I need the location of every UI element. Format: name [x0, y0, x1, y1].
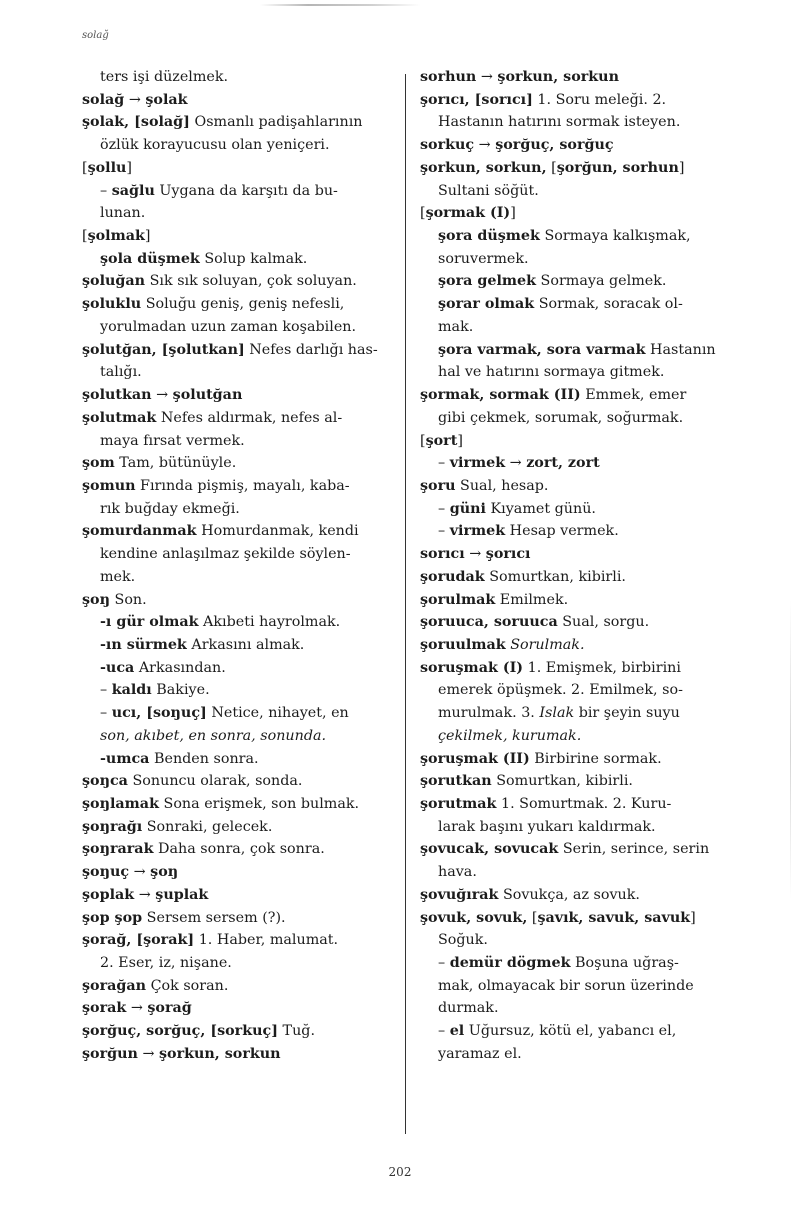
definition-text: durmak. — [438, 1000, 499, 1017]
definition-text: Sersem sersem (?). — [142, 909, 286, 926]
definition-text: yorulmadan uzun zaman koşabilen. — [100, 318, 357, 335]
entry-line-left — [82, 520, 398, 543]
headword: şorutmak — [420, 796, 497, 812]
entry-line-left — [82, 838, 398, 861]
definition-text: ] — [510, 205, 516, 222]
column-divider — [405, 74, 406, 1134]
headword: şoŋca — [82, 773, 128, 790]
headword: şoŋrağı — [82, 818, 143, 835]
definition-text: Çok soran. — [146, 977, 229, 994]
entry-line-right — [420, 589, 748, 612]
definition-text: özlük korayucusu olan yeniçeri. — [100, 137, 330, 154]
definition-text: rık buğday ekmeği. — [100, 500, 240, 517]
headword: şorutkan — [420, 773, 492, 790]
definition-text: → — [151, 387, 173, 404]
entry-line-left — [82, 134, 398, 157]
italic-text: son, akıbet, en sonra, sonunda. — [100, 727, 327, 744]
entry-line-left — [82, 407, 398, 430]
headword: sorhun — [420, 69, 477, 85]
definition-text: Hesap vermek. — [505, 523, 619, 540]
entry-line-left — [82, 816, 398, 839]
definition-text: ] — [126, 159, 132, 176]
entry-line-right — [420, 725, 748, 748]
headword: şort — [425, 432, 458, 449]
headword: şorğun, sorhun — [556, 159, 679, 176]
entry-line-left — [82, 248, 398, 271]
headword: şorğuç, sorğuç, [sorkuç] — [82, 1023, 278, 1040]
headword: şollu — [87, 159, 127, 176]
definition-text: Sual, hesap. — [455, 477, 549, 494]
entry-line-right — [420, 838, 748, 861]
entry-line-right — [420, 770, 748, 793]
entry-line-right — [420, 89, 748, 112]
headword: şorudak — [420, 568, 485, 585]
definition-text: Sona erişmek, son bulmak. — [158, 796, 360, 812]
headword: şorğun — [82, 1045, 138, 1062]
entry-line-right — [420, 361, 748, 384]
definition-text: 1. Emişmek, birbirini — [523, 659, 681, 676]
entry-line-right — [420, 202, 748, 225]
entry-line-left — [82, 1020, 398, 1043]
entry-line-left — [82, 111, 398, 134]
entry-line-right — [420, 611, 748, 634]
entry-line-right — [420, 293, 748, 316]
definition-text: [ — [82, 228, 88, 245]
headword: şoŋ — [150, 864, 179, 881]
entry-line-right — [420, 316, 748, 339]
headword: şora gelmek — [438, 273, 537, 290]
definition-text: gibi çekmek, sorumak, soğurmak. — [438, 409, 684, 426]
entry-line-right — [420, 907, 748, 930]
entry-line-left — [82, 702, 398, 725]
headword: şora varmak, sora varmak — [438, 341, 646, 358]
headword: şolmak — [87, 228, 145, 245]
running-head: solağ — [82, 30, 109, 41]
definition-text: Hastanın hatırını sormak isteyen. — [438, 114, 681, 131]
definition-text: – — [438, 455, 450, 472]
definition-text: Homurdanmak, kendi — [196, 523, 359, 540]
headword: el — [449, 1023, 465, 1040]
definition-text: ] — [690, 909, 696, 926]
headword: şuplak — [155, 886, 209, 903]
entry-line-right — [420, 407, 748, 430]
definition-text: [ — [546, 159, 557, 176]
entry-line-left — [82, 66, 398, 89]
definition-text: kendine anlaşılmaz şekilde söylen- — [100, 546, 351, 563]
entry-line-right — [420, 66, 748, 89]
headword: şorkun, sorkun, — [420, 159, 547, 176]
entry-line-left — [82, 611, 398, 634]
definition-text: → — [476, 69, 498, 85]
definition-text: – — [438, 1023, 450, 1040]
definition-text: Daha sonra, çok sonra. — [153, 841, 325, 858]
entry-line-left — [82, 907, 398, 930]
headword: virmek — [449, 523, 506, 540]
entry-line-right — [420, 270, 748, 293]
definition-text: bir şeyin suyu — [574, 705, 680, 722]
definition-text: Benden sonra. — [149, 750, 259, 767]
definition-text: ] — [144, 228, 151, 245]
definition-text: → — [137, 1045, 159, 1062]
headword: -ın sürmek — [100, 636, 187, 653]
headword: şormak, sormak (II) — [420, 387, 581, 404]
headword: sorıcı — [420, 546, 465, 563]
headword: şorulmak — [420, 591, 496, 608]
headword: şoruulmak — [420, 636, 506, 653]
definition-text: hava. — [438, 864, 477, 881]
definition-text: Sonraki, gelecek. — [142, 818, 273, 835]
definition-text: → — [505, 455, 527, 472]
entry-line-right — [420, 157, 748, 180]
definition-text: Nefes darlığı has- — [244, 341, 378, 358]
entry-line-right — [420, 384, 748, 407]
definition-text: Tuğ. — [278, 1023, 315, 1040]
headword: şoŋuç — [82, 864, 130, 881]
entry-line-right — [420, 111, 748, 134]
definition-text: – — [438, 523, 450, 540]
entry-line-left — [82, 566, 398, 589]
headword: şorağan — [82, 977, 147, 994]
headword: -umca — [100, 750, 150, 767]
entry-line-right — [420, 702, 748, 725]
headword: şolutmak — [82, 409, 157, 426]
entry-line-left — [82, 180, 398, 203]
entry-line-right — [420, 997, 748, 1020]
entry-line-right — [420, 180, 748, 203]
right-column — [420, 66, 748, 1066]
entry-line-left — [82, 498, 398, 521]
headword: kaldı — [111, 682, 152, 699]
entry-line-left — [82, 202, 398, 225]
definition-text: Son. — [109, 591, 147, 608]
headword: şoplak — [82, 886, 135, 903]
definition-text: Bakiye. — [151, 682, 210, 699]
entry-line-right — [420, 225, 748, 248]
entry-line-left — [82, 929, 398, 952]
entry-line-left — [82, 975, 398, 998]
headword: şora düşmek — [438, 228, 540, 245]
entry-line-left — [82, 157, 398, 180]
definition-text: Tam, bütünüyle. — [114, 455, 237, 472]
entry-line-left — [82, 997, 398, 1020]
definition-text: Nefes aldırmak, nefes al- — [156, 409, 343, 426]
headword: -uca — [100, 659, 135, 676]
definition-text: Sık sık soluyan, çok soluyan. — [145, 273, 357, 290]
headword: güni — [449, 500, 486, 517]
definition-text: → — [124, 91, 146, 108]
italic-text: Islak — [539, 705, 575, 722]
definition-text: Sual, sorgu. — [557, 614, 650, 631]
headword: şolutğan — [172, 387, 243, 404]
headword: şop şop — [82, 909, 143, 926]
definition-text: Kıyamet günü. — [485, 500, 596, 517]
headword: şovuğırak — [420, 886, 499, 903]
entry-line-right — [420, 248, 748, 271]
headword: şomun — [82, 477, 136, 494]
definition-text: murulmak. 3. — [438, 705, 540, 722]
entry-line-right — [420, 566, 748, 589]
headword: şormak (I) — [425, 205, 511, 222]
definition-text: Sormaya gelmek. — [536, 273, 667, 290]
entry-line-right — [420, 861, 748, 884]
headword: şola düşmek — [100, 250, 200, 267]
entry-line-left — [82, 634, 398, 657]
headword: şoŋrarak — [82, 841, 154, 858]
definition-text: mek. — [100, 568, 136, 585]
entry-line-left — [82, 316, 398, 339]
definition-text: Serin, serince, serin — [558, 841, 710, 858]
definition-text: Solup kalmak. — [199, 250, 308, 267]
entry-line-left — [82, 543, 398, 566]
entry-line-right — [420, 793, 748, 816]
definition-text: Akıbeti hayrolmak. — [198, 614, 341, 631]
entry-line-right — [420, 1020, 748, 1043]
entry-line-right — [420, 884, 748, 907]
headword: şorıcı, [sorıcı] — [420, 91, 533, 108]
definition-text: Arkasından. — [134, 659, 226, 676]
definition-text: Arkasını almak. — [186, 636, 305, 653]
headword: şoru — [420, 477, 456, 494]
headword: sorkuç — [420, 137, 475, 154]
headword: soruşmak (I) — [420, 659, 524, 676]
entry-line-right — [420, 339, 748, 362]
entry-line-right — [420, 1043, 748, 1066]
entry-line-left — [82, 339, 398, 362]
entry-line-right — [420, 430, 748, 453]
entry-line-left — [82, 361, 398, 384]
headword: şorağ, [şorak] — [82, 932, 195, 949]
entry-line-left — [82, 770, 398, 793]
definition-text: Emmek, emer — [580, 387, 687, 404]
headword: şorağ — [147, 1000, 192, 1017]
definition-text: ] — [678, 159, 685, 176]
headword: şoluklu — [82, 296, 142, 313]
headword: şoluğan — [82, 273, 146, 290]
definition-text: – — [100, 682, 112, 699]
definition-text: Birbirine sormak. — [529, 750, 662, 767]
entry-line-left — [82, 861, 398, 884]
definition-text: ters işi düzelmek. — [100, 69, 229, 85]
definition-text: lunan. — [100, 205, 146, 222]
headword: şoŋlamak — [82, 796, 159, 812]
definition-text: Sultani söğüt. — [438, 182, 539, 199]
definition-text: Emilmek. — [495, 591, 569, 608]
headword: şorkun, sorkun — [158, 1045, 281, 1062]
definition-text: → — [464, 546, 486, 563]
definition-text: soruvermek. — [438, 250, 529, 267]
definition-text: [ — [420, 205, 426, 222]
entry-line-right — [420, 975, 748, 998]
definition-text: – — [100, 705, 112, 722]
definition-text: Somurtkan, kibirli. — [484, 568, 626, 585]
entry-line-left — [82, 225, 398, 248]
definition-text: mak, olmayacak bir sorun üzerinde — [438, 977, 694, 994]
headword: şoruuca, soruuca — [420, 614, 558, 631]
entry-line-left — [82, 452, 398, 475]
definition-text: 2. Eser, iz, nişane. — [100, 955, 232, 972]
entry-line-left — [82, 293, 398, 316]
headword: şorak — [82, 1000, 127, 1017]
headword: virmek — [449, 455, 506, 472]
definition-text: [ — [82, 159, 88, 176]
definition-text: → — [134, 886, 156, 903]
entry-line-left — [82, 475, 398, 498]
definition-text: hal ve hatırını sormaya gitmek. — [438, 364, 665, 381]
left-column — [82, 66, 398, 1066]
page-number: 202 — [388, 1165, 412, 1179]
definition-text: Soluğu geniş, geniş nefesli, — [141, 296, 345, 313]
headword: şavık, savuk, savuk — [537, 909, 691, 926]
entry-line-left — [82, 725, 398, 748]
headword: ucı, [soŋuç] — [111, 705, 207, 722]
definition-text: – — [438, 955, 450, 972]
headword: zort, zort — [526, 455, 600, 472]
entry-line-right — [420, 543, 748, 566]
definition-text: → — [474, 137, 496, 154]
entry-line-left — [82, 748, 398, 771]
definition-text: 1. Soru meleği. 2. — [532, 91, 667, 108]
entry-line-right — [420, 475, 748, 498]
definition-text: – — [438, 500, 450, 517]
entry-line-right — [420, 134, 748, 157]
entry-line-left — [82, 952, 398, 975]
definition-text: Netice, nihayet, en — [206, 705, 349, 722]
entry-line-left — [82, 657, 398, 680]
entry-line-left — [82, 384, 398, 407]
definition-text: Hastanın — [645, 341, 716, 358]
definition-text: Uygana da karşıtı da bu- — [154, 182, 338, 199]
entry-line-left — [82, 430, 398, 453]
definition-text: [ — [420, 432, 426, 449]
definition-text: – — [100, 182, 112, 199]
definition-text: → — [129, 864, 151, 881]
entry-line-right — [420, 929, 748, 952]
headword: sağlu — [111, 182, 155, 199]
headword: şolak — [145, 91, 188, 108]
definition-text: Soğuk. — [438, 932, 488, 949]
italic-text: çekilmek, kurumak. — [438, 727, 582, 744]
definition-text: maya fırsat vermek. — [100, 432, 245, 449]
definition-text: Fırında pişmiş, mayalı, kaba- — [135, 477, 350, 494]
definition-text: 1. Somurtmak. 2. Kuru- — [496, 796, 672, 812]
entry-line-right — [420, 952, 748, 975]
entry-line-right — [420, 452, 748, 475]
entry-line-right — [420, 748, 748, 771]
definition-text: talığı. — [100, 364, 142, 381]
definition-text: Sormak, soracak ol- — [534, 296, 683, 313]
scan-edge-shadow — [790, 600, 791, 900]
entry-line-right — [420, 520, 748, 543]
headword: şomurdanmak — [82, 523, 197, 540]
definition-text: → — [126, 1000, 148, 1017]
definition-text: Osmanlı padişahlarının — [189, 114, 363, 131]
definition-text: larak başını yukarı kaldırmak. — [438, 818, 656, 835]
entry-line-left — [82, 884, 398, 907]
definition-text: Boşuna uğraş- — [570, 955, 679, 972]
entry-line-left — [82, 793, 398, 816]
italic-text: Sorulmak. — [510, 636, 585, 653]
entry-line-right — [420, 816, 748, 839]
entry-line-left — [82, 679, 398, 702]
entry-line-right — [420, 498, 748, 521]
definition-text: emerek öpüşmek. 2. Emilmek, so- — [438, 682, 683, 699]
headword: şoruşmak (II) — [420, 750, 530, 767]
definition-text: [ — [527, 909, 538, 926]
headword: şovuk, sovuk, — [420, 909, 528, 926]
headword: solağ — [82, 91, 125, 108]
entry-line-left — [82, 1043, 398, 1066]
headword: demür dögmek — [449, 955, 571, 972]
headword: şorıcı — [485, 546, 531, 563]
definition-text: Somurtkan, kibirli. — [491, 773, 633, 790]
definition-text: 1. Haber, malumat. — [194, 932, 339, 949]
headword: şorğuç, sorğuç — [495, 137, 614, 154]
definition-text: mak. — [438, 318, 474, 335]
definition-text: Sovukça, az sovuk. — [498, 886, 640, 903]
entry-line-left — [82, 589, 398, 612]
definition-text: ] — [457, 432, 463, 449]
headword: şorar olmak — [438, 296, 535, 313]
headword: şoŋ — [82, 591, 110, 608]
definition-text: Sonuncu olarak, sonda. — [127, 773, 303, 790]
headword: şovucak, sovucak — [420, 841, 559, 858]
headword: şolutkan — [82, 387, 152, 404]
entry-line-right — [420, 679, 748, 702]
headword: şolutğan, [şolutkan] — [82, 341, 245, 358]
headword: şorkun, sorkun — [497, 69, 619, 85]
headword: şom — [82, 455, 115, 472]
entry-line-left — [82, 89, 398, 112]
headword: -ı gür olmak — [100, 614, 199, 631]
entry-line-left — [82, 270, 398, 293]
headword: şolak, [solağ] — [82, 114, 190, 131]
definition-text: Uğursuz, kötü el, yabancı el, — [464, 1023, 677, 1040]
entry-line-right — [420, 657, 748, 680]
definition-text: yaramaz el. — [438, 1045, 522, 1062]
definition-text: Sormaya kalkışmak, — [539, 228, 691, 245]
scan-smudge — [260, 4, 420, 6]
entry-line-right — [420, 634, 748, 657]
